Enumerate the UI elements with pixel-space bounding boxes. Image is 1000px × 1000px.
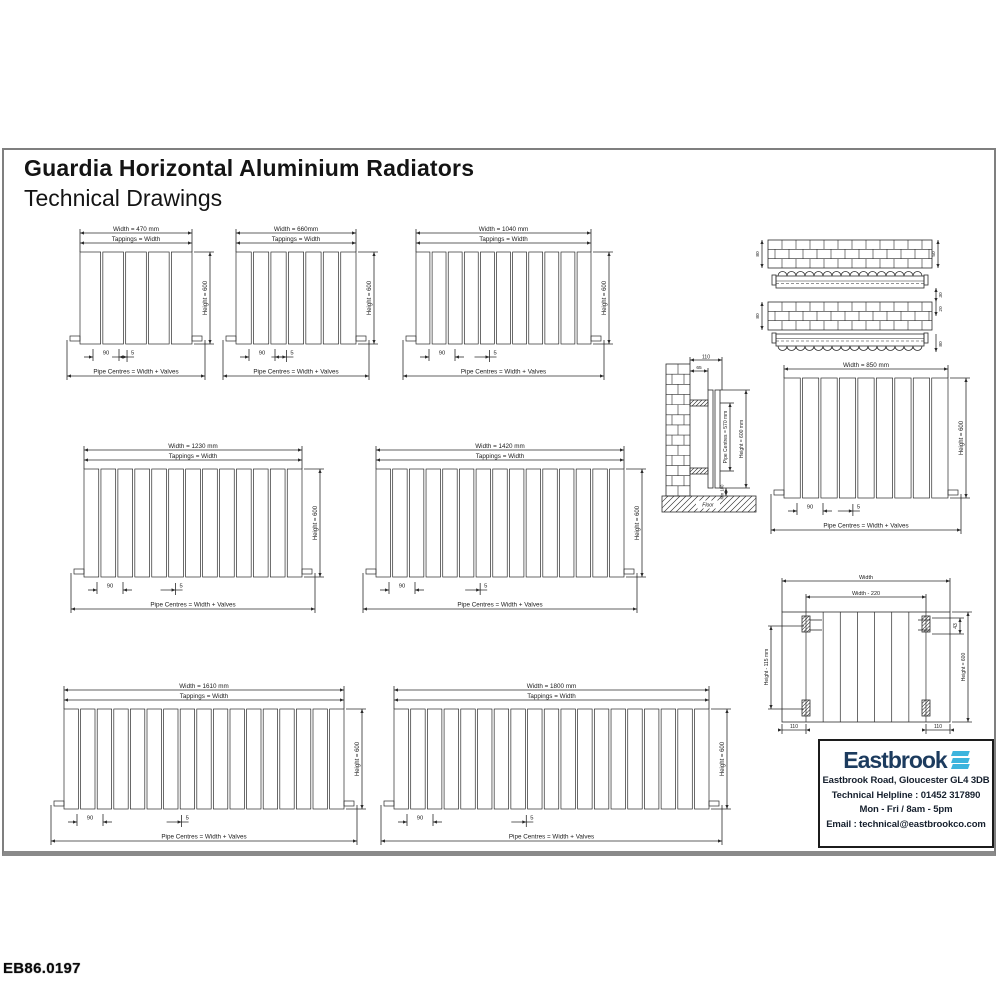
dim-90: 90 <box>102 350 110 357</box>
radiator-panel <box>416 252 430 344</box>
radiator-svg <box>218 226 400 386</box>
radiator-panel <box>876 378 892 498</box>
dim-30: 30 <box>939 292 944 298</box>
dim-80-top-left: 80 <box>756 251 761 257</box>
radiator-panel <box>493 469 507 577</box>
pipe-centres-label: Pipe Centres = Width + Valves <box>253 368 339 376</box>
dim-80-bottom-right: 80 <box>939 341 944 347</box>
radiator-panel <box>270 469 285 577</box>
radiator-panel <box>230 709 244 809</box>
radiator-panel <box>543 469 557 577</box>
radiator-panel <box>513 252 527 344</box>
tappings-label: Tappings = Width <box>527 693 576 700</box>
radiator-panel <box>427 709 441 809</box>
dim-90: 90 <box>416 815 424 822</box>
radiator-panel <box>476 469 490 577</box>
radiator-panel <box>288 252 303 344</box>
radiator-panel <box>147 709 161 809</box>
height-label: Height = 600 <box>720 741 726 777</box>
radiator-svg <box>398 226 635 386</box>
radiator-panel <box>839 378 855 498</box>
pipe-centres-570: Pipe Centres = 570 mm <box>723 410 729 464</box>
height-label: Height = 600 <box>959 420 965 456</box>
radiator-panel <box>494 709 508 809</box>
radiator-drawing-1800mm <box>376 683 753 856</box>
radiator-panel <box>628 709 642 809</box>
pipe-centres-label: Pipe Centres = Width + Valves <box>457 601 543 609</box>
dim-110: 110 <box>702 354 710 361</box>
tappings-label: Tappings = Width <box>168 453 218 460</box>
height-label: Height = 600 <box>313 505 319 541</box>
radiator-panel <box>271 252 286 344</box>
radiator-panel <box>426 469 440 577</box>
address-line: Eastbrook Road, Gloucester GL4 3DB <box>822 775 990 786</box>
radiator-panel <box>236 469 251 577</box>
document-code: EB86.0197 <box>3 960 81 977</box>
radiator-panel <box>197 709 211 809</box>
pipe-centres-label: Pipe Centres = Width + Valves <box>823 522 909 530</box>
radiator-panel <box>594 709 608 809</box>
radiator-panel <box>411 709 425 809</box>
radiator-panel <box>393 469 407 577</box>
dim-5: 5 <box>484 583 488 590</box>
min-100: Min 100 <box>719 484 725 500</box>
tappings-label: Tappings = Width <box>271 236 321 243</box>
radiator-panel <box>477 709 491 809</box>
height-600: Height = 600 <box>961 652 967 682</box>
radiator-panel <box>509 469 523 577</box>
radiator-panel <box>220 469 235 577</box>
radiator-drawing-470mm <box>62 226 236 391</box>
radiator-panel <box>561 252 575 344</box>
radiator-panel <box>280 709 294 809</box>
bracket-position-detail <box>760 570 976 743</box>
dim-90: 90 <box>106 583 114 590</box>
dim-5: 5 <box>290 350 294 357</box>
radiator-panel <box>80 252 101 344</box>
radiator-panel <box>461 709 475 809</box>
tappings-label: Tappings = Width <box>475 453 525 460</box>
radiator-panel <box>213 709 227 809</box>
radiator-panel <box>858 378 874 498</box>
radiator-panel <box>330 709 344 809</box>
radiator-panel <box>180 709 194 809</box>
width-label: Width = 470 mm <box>112 226 160 233</box>
radiator-panel <box>376 469 390 577</box>
radiator-panel <box>341 252 356 344</box>
radiator-panel <box>529 252 543 344</box>
radiator-panel <box>247 709 261 809</box>
dim-50-top-right: 50 <box>932 251 937 257</box>
radiator-panel <box>432 252 446 344</box>
radiator-panel <box>186 469 201 577</box>
radiator-panel <box>103 252 124 344</box>
radiator-panel <box>464 252 478 344</box>
radiator-panel <box>126 252 147 344</box>
radiator-svg <box>46 683 388 851</box>
radiator-panel <box>287 469 302 577</box>
dim-110-right: 110 <box>934 724 942 730</box>
dim-43: 43 <box>953 623 959 629</box>
radiator-panel <box>480 252 494 344</box>
pipe-centres-label: Pipe Centres = Width + Valves <box>150 601 236 609</box>
dim-90: 90 <box>438 350 446 357</box>
cross-section-svg <box>750 238 955 360</box>
cross-section-views <box>750 238 955 365</box>
radiator-panel <box>895 378 911 498</box>
width-label: Width = 1420 mm <box>475 443 525 450</box>
tappings-label: Tappings = Width <box>111 236 161 243</box>
width-minus-220: Width - 220 <box>851 591 881 597</box>
radiator-drawing-1420mm <box>358 443 668 624</box>
width-label: Width = 850 mm <box>842 362 890 369</box>
radiator-drawing-1230mm <box>66 443 346 624</box>
height-label: Height = 600 <box>367 280 373 316</box>
radiator-panel <box>313 709 327 809</box>
radiator-panel <box>644 709 658 809</box>
pipe-centres-label: Pipe Centres = Width + Valves <box>93 368 179 376</box>
height-label: Height = 600 <box>355 741 361 777</box>
radiator-panel <box>81 709 95 809</box>
hours-line: Mon - Fri / 8am - 5pm <box>859 804 953 815</box>
dim-90: 90 <box>806 504 814 511</box>
dim-20: 20 <box>939 306 944 312</box>
radiator-panel <box>101 469 116 577</box>
radiator-panel <box>913 378 929 498</box>
radiator-panel <box>97 709 111 809</box>
radiator-drawing-850mm <box>766 362 992 545</box>
dim-5: 5 <box>179 583 183 590</box>
pipe-centres-label: Pipe Centres = Width + Valves <box>161 833 247 841</box>
radiator-svg <box>358 443 668 619</box>
dim-5: 5 <box>856 504 861 511</box>
radiator-panel <box>545 252 559 344</box>
radiator-panel <box>130 709 144 809</box>
pipe-centres-label: Pipe Centres = Width + Valves <box>460 368 547 376</box>
radiator-panel <box>459 469 473 577</box>
radiator-panel <box>678 709 692 809</box>
radiator-panel <box>661 709 675 809</box>
radiator-panel <box>610 469 624 577</box>
radiator-panel <box>394 709 408 809</box>
radiator-panel <box>528 709 542 809</box>
sheet-subtitle: Technical Drawings <box>24 185 223 211</box>
radiator-panel <box>448 252 462 344</box>
email-line: Email : technical@eastbrookco.com <box>826 818 986 830</box>
dim-5: 5 <box>530 815 534 822</box>
radiator-panel <box>802 378 818 498</box>
radiator-panel <box>544 709 558 809</box>
radiator-panel <box>64 709 78 809</box>
dim-5: 5 <box>493 350 497 357</box>
width-label: Width = 1230 mm <box>168 443 218 450</box>
radiator-panel <box>236 252 251 344</box>
height-600-mm: Height = 600 mm <box>739 419 745 459</box>
radiator-panel <box>253 469 268 577</box>
manufacturer-info-box <box>818 739 994 848</box>
radiator-panel <box>253 252 268 344</box>
radiator-svg <box>376 683 753 851</box>
radiator-drawing-660mm <box>218 226 400 391</box>
dim-90: 90 <box>258 350 266 357</box>
radiator-svg <box>62 226 236 386</box>
radiator-panel <box>203 469 218 577</box>
radiator-panel <box>578 709 592 809</box>
height-label: Height = 600 <box>635 505 641 541</box>
brand-bars-icon <box>952 751 969 769</box>
tappings-label: Tappings = Width <box>179 693 229 700</box>
wall-mount-side-view <box>660 354 760 539</box>
dim-110-left: 110 <box>790 724 798 730</box>
dim-5: 5 <box>131 350 135 357</box>
radiator-panel <box>526 469 540 577</box>
radiator-panel <box>409 469 423 577</box>
radiator-panel <box>118 469 133 577</box>
dim-5: 5 <box>185 815 189 822</box>
radiator-panel <box>932 378 948 498</box>
radiator-panel <box>593 469 607 577</box>
radiator-panel <box>511 709 525 809</box>
sheet-title: Guardia Horizontal Aluminium Radiators <box>24 155 475 181</box>
radiator-panel <box>152 469 167 577</box>
radiator-svg <box>766 362 992 540</box>
dim-65: 65 <box>696 366 702 371</box>
radiator-svg <box>66 443 346 619</box>
radiator-panel <box>695 709 709 809</box>
dim-80-bottom-left: 80 <box>756 313 761 319</box>
radiator-panel <box>171 252 192 344</box>
radiator-panel <box>164 709 178 809</box>
height-label: Height = 600 <box>602 280 608 316</box>
radiator-drawing-1040mm <box>398 226 635 391</box>
brand-logo-text: Eastbrook <box>843 746 947 773</box>
width-label: Width = 1610 mm <box>179 683 229 690</box>
radiator-panel <box>296 709 310 809</box>
radiator-panel <box>497 252 511 344</box>
floor-label: Floor <box>702 502 714 509</box>
radiator-panel <box>559 469 573 577</box>
radiator-panel <box>443 469 457 577</box>
width-label: Width = 1800 mm <box>526 683 577 690</box>
dim-90: 90 <box>398 583 406 590</box>
radiator-panel <box>263 709 277 809</box>
radiator-panel <box>611 709 625 809</box>
radiator-panel <box>577 252 591 344</box>
radiator-panel <box>169 469 184 577</box>
radiator-panel <box>821 378 837 498</box>
width-label: Width = 1040 mm <box>478 226 529 233</box>
radiator-panel <box>84 469 99 577</box>
radiator-panel <box>444 709 458 809</box>
title-block <box>24 153 474 213</box>
helpline-line: Technical Helpline : 01452 317890 <box>831 789 981 801</box>
radiator-drawing-1610mm <box>46 683 388 856</box>
width-label: Width = 660mm <box>273 226 319 233</box>
height-minus-115: Height - 115 mm <box>764 648 770 686</box>
dim-90: 90 <box>86 815 94 822</box>
radiator-panel <box>784 378 800 498</box>
radiator-panel <box>135 469 150 577</box>
radiator-panel <box>561 709 575 809</box>
radiator-panel <box>323 252 338 344</box>
radiator-panel <box>306 252 321 344</box>
radiator-panel <box>149 252 170 344</box>
side-view-svg <box>660 354 760 534</box>
width-label: Width <box>858 575 874 581</box>
pipe-centres-label: Pipe Centres = Width + Valves <box>508 833 595 841</box>
height-label: Height = 600 <box>203 280 209 316</box>
radiator-panel <box>576 469 590 577</box>
tappings-label: Tappings = Width <box>479 236 528 243</box>
radiator-panel <box>114 709 128 809</box>
bracket-detail-svg <box>760 570 976 738</box>
